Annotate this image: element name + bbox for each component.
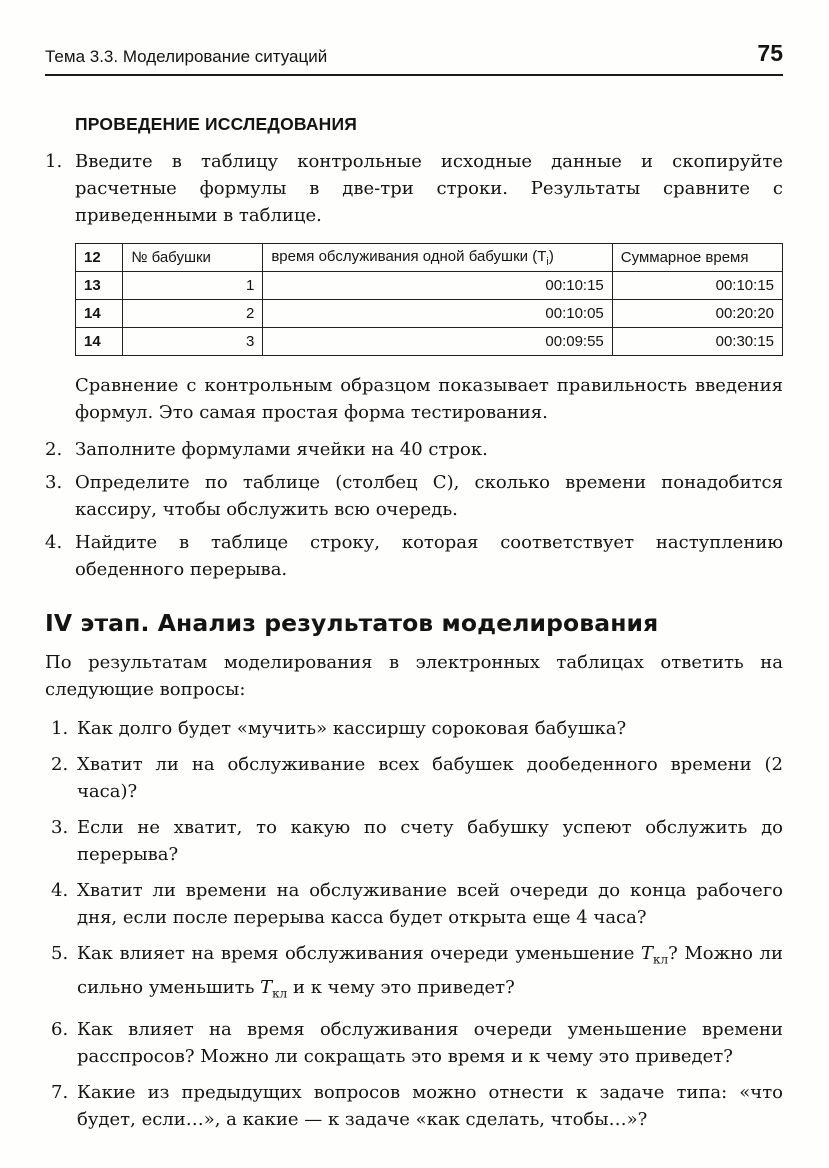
question-text: Как влияет на время обслуживания очереди уменьшение времени расспросов? Можно ли сокращать это время и к чему это приведет? — [77, 1019, 783, 1068]
row-label-cell: 14 — [76, 328, 123, 356]
page-header — [45, 40, 783, 76]
subscript-kl: кл — [272, 986, 288, 1001]
subscript-i: i — [546, 255, 549, 268]
research-step-2 — [45, 436, 783, 463]
table-row — [76, 272, 783, 300]
question-number: 7. — [51, 1082, 69, 1104]
col-header-service-time-text: время обслуживания одной бабушки (Т — [271, 247, 547, 265]
research-step-4 — [45, 529, 783, 583]
question-text: Если не хватит, то какую по счету бабушку успеют обслужить до перерыва? — [77, 817, 783, 865]
comparison-note: Сравнение с контрольным образцом показывает правильность введения формул. Это самая простая форма тестирования. — [75, 375, 783, 423]
col-header-total-time: Суммарное время — [612, 244, 782, 272]
question-text: Какие из предыдущих вопросов можно отнести к задаче типа: «что будет, если…», а какие — к задаче «как сделать, чтобы…»? — [77, 1082, 783, 1131]
question-number: 3. — [51, 817, 69, 838]
row-label-cell: 14 — [76, 300, 123, 328]
step-number: 1. — [45, 151, 63, 172]
section-heading-analysis: IV этап. Анализ результатов моделирования — [45, 609, 659, 637]
research-step-1 — [45, 148, 783, 229]
question-2 — [45, 751, 783, 805]
question-number: 5. — [51, 943, 69, 964]
question-number: 6. — [51, 1019, 69, 1041]
step-number: 4. — [45, 532, 63, 553]
total-time-cell: 00:30:15 — [612, 328, 782, 356]
grandma-number-cell: 3 — [123, 328, 263, 356]
question-number: 2. — [51, 754, 69, 775]
page-body — [45, 114, 783, 1133]
page-number: 75 — [757, 40, 783, 66]
step-text: Определите по таблице (столбец С), сколько времени понадобится кассиру, чтобы обслужить всю очередь. — [75, 472, 783, 520]
question-text — [77, 940, 783, 1007]
step-number: 3. — [45, 472, 63, 493]
question-text: Хватит ли на обслуживание всех бабушек дообеденного времени (2 часа)? — [77, 754, 783, 802]
step-text: Найдите в таблице строку, которая соответствует наступлению обеденного перерыва. — [75, 532, 783, 580]
col-header-service-time — [263, 244, 612, 272]
step-text: Заполните формулами ячейки на 40 строк. — [75, 439, 488, 460]
col-header-grandma: № бабушки — [123, 244, 263, 272]
service-time-cell: 00:10:15 — [263, 272, 612, 300]
variable-T: Т — [641, 943, 654, 964]
question-text: Хватит ли времени на обслуживание всей очереди до конца рабочего дня, если после перерыва касса будет открыта еще 4 часа? — [77, 880, 783, 928]
question-4 — [45, 877, 783, 931]
subscript-kl: кл — [653, 952, 669, 967]
question-6 — [45, 1016, 783, 1070]
question-text: Как долго будет «мучить» кассиршу сороковая бабушка? — [77, 718, 627, 739]
question-1 — [45, 715, 783, 742]
step-number: 2. — [45, 439, 63, 460]
table-row — [76, 328, 783, 356]
question-3 — [45, 814, 783, 868]
research-step-3 — [45, 469, 783, 523]
grandma-number-cell: 1 — [123, 272, 263, 300]
total-time-cell: 00:10:15 — [612, 272, 782, 300]
table-row — [76, 300, 783, 328]
question-5 — [45, 940, 783, 1007]
col-header-close-paren: ) — [548, 247, 554, 265]
variable-T: Т — [260, 976, 273, 998]
question-number: 1. — [51, 718, 69, 739]
question-number: 4. — [51, 880, 69, 901]
row-label-cell: 13 — [76, 272, 123, 300]
table-header-row — [76, 244, 783, 272]
step-text: Введите в таблицу контрольные исходные данные и скопируйте расчетные формулы в две-три строки. Результаты сравните с приведенными в таблице. — [75, 151, 783, 226]
question-7 — [45, 1079, 783, 1133]
question-text-part: Как влияет на время обслуживания очереди уменьшение — [77, 943, 641, 964]
analysis-intro: По результатам моделирования в электронных таблицах ответить на следующие вопросы: — [45, 652, 783, 700]
service-time-cell: 00:09:55 — [263, 328, 612, 356]
control-data-table — [75, 243, 783, 356]
grandma-number-cell: 2 — [123, 300, 263, 328]
question-text-part: и к чему это приведет? — [287, 976, 515, 998]
question-text-part: ? Можно ли сильно уменьшить — [77, 943, 783, 998]
row-label-cell: 12 — [76, 244, 123, 272]
total-time-cell: 00:20:20 — [612, 300, 782, 328]
section-heading-research: ПРОВЕДЕНИЕ ИССЛЕДОВАНИЯ — [75, 114, 358, 134]
chapter-title: Тема 3.3. Моделирование ситуаций — [45, 47, 328, 66]
service-time-cell: 00:10:05 — [263, 300, 612, 328]
